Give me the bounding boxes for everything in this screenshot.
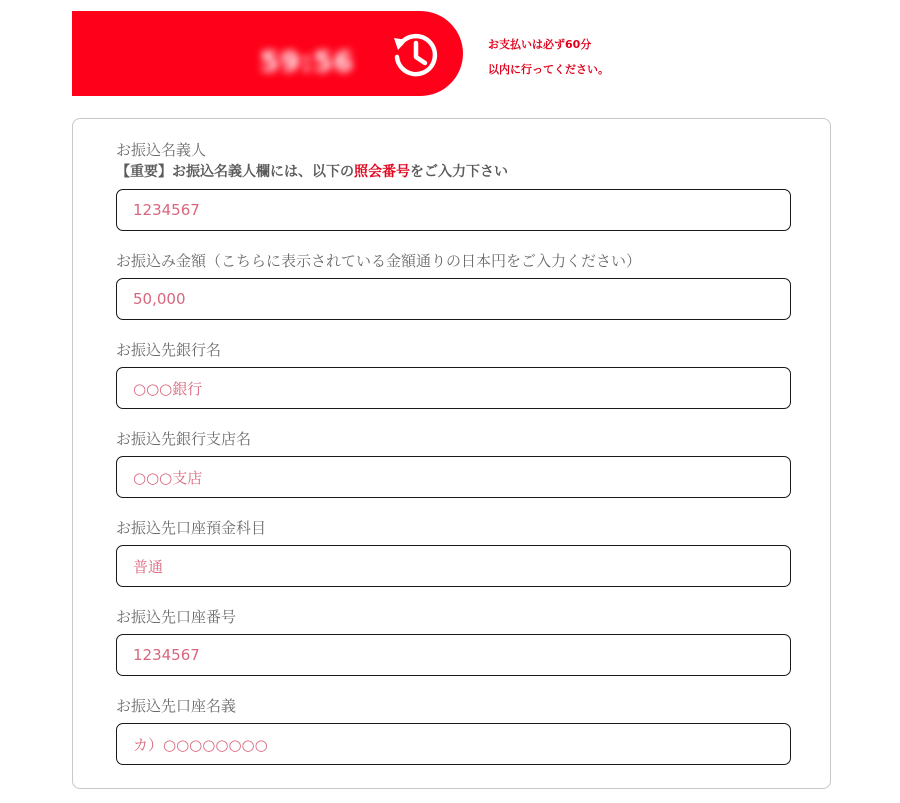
field-label: お振込み金額（こちらに表示されている金額通りの日本円をご入力ください） xyxy=(116,252,642,270)
important-note-suffix: をご入力下さい xyxy=(410,164,508,180)
notice-line-1: お支払いは必ず60分 xyxy=(488,38,592,51)
field-label: お振込先口座名義 xyxy=(116,697,237,715)
field-label: お振込先銀行名 xyxy=(116,341,222,359)
payment-deadline-notice xyxy=(488,32,609,82)
important-note xyxy=(116,161,791,183)
reference-number-highlight: 照会番号 xyxy=(354,164,410,180)
reference-number-input[interactable] xyxy=(116,189,791,231)
bank-name-input[interactable] xyxy=(116,367,791,409)
field-label: お振込先口座預金科目 xyxy=(116,519,267,537)
field-account-holder xyxy=(116,139,791,231)
account-name-input[interactable] xyxy=(116,723,791,765)
field-account-type xyxy=(116,517,791,587)
countdown-banner xyxy=(72,11,463,96)
countdown-timer: 59:56 xyxy=(259,44,355,78)
field-label: お振込先口座番号 xyxy=(116,608,237,626)
clock-history-icon xyxy=(388,27,442,81)
notice-line-2: 以内に行ってください。 xyxy=(488,63,609,76)
important-note-prefix: 【重要】お振込名義人欄には、以下の xyxy=(116,164,354,180)
field-account-number xyxy=(116,606,791,676)
account-type-input[interactable] xyxy=(116,545,791,587)
field-label: お振込先銀行支店名 xyxy=(116,430,252,448)
field-account-name xyxy=(116,695,791,765)
field-transfer-amount xyxy=(116,250,791,320)
field-label: お振込名義人 xyxy=(116,141,207,159)
field-branch-name xyxy=(116,428,791,498)
branch-name-input[interactable] xyxy=(116,456,791,498)
transfer-info-card xyxy=(72,118,831,789)
transfer-amount-input[interactable] xyxy=(116,278,791,320)
account-number-input[interactable] xyxy=(116,634,791,676)
field-bank-name xyxy=(116,339,791,409)
